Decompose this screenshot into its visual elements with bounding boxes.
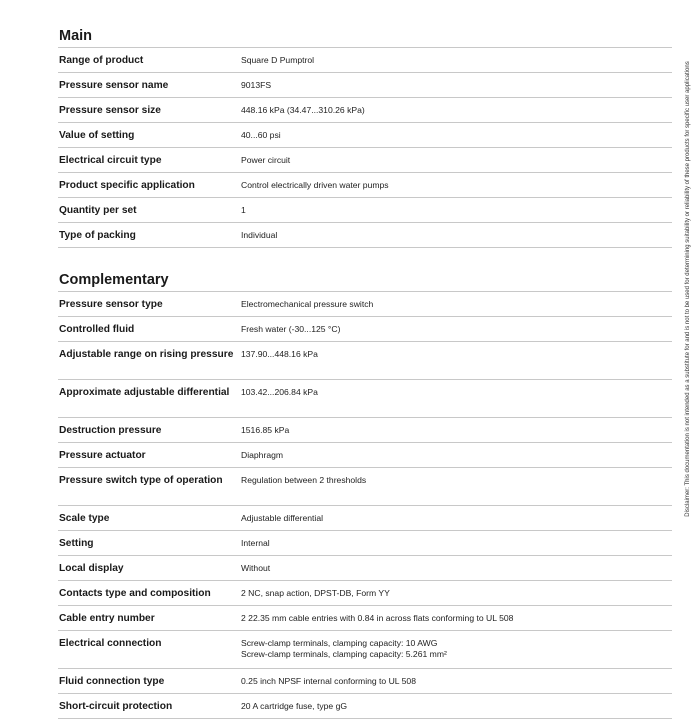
spec-value [241, 637, 672, 668]
table-row [58, 342, 672, 380]
table-row [58, 606, 672, 631]
spec-value: 1 [241, 205, 246, 215]
spec-value: 0.25 inch NPSF internal conforming to UL 508 [241, 676, 416, 686]
spec-value: 1516.85 kPa [241, 425, 290, 435]
spec-label: Electrical circuit type [59, 155, 162, 166]
table-row [58, 694, 672, 719]
spec-value: Individual [241, 230, 278, 240]
table-row [58, 506, 672, 531]
disclaimer-text: Disclaimer: This documentation is not intended as a substitute for and is not to be used for determining suitability or reliability of these products for specific user applications [685, 61, 691, 517]
spec-label: Fluid connection type [59, 676, 165, 687]
section-title-main: Main [59, 28, 93, 44]
spec-value: Regulation between 2 thresholds [241, 475, 367, 485]
spec-label: Pressure actuator [59, 450, 146, 461]
spec-label: Type of packing [59, 230, 136, 241]
spec-value: 103.42...206.84 kPa [241, 387, 318, 397]
spec-label: Destruction pressure [59, 425, 162, 436]
complementary-spec-table [58, 291, 672, 719]
spec-value: Without [241, 563, 271, 573]
table-row [58, 148, 672, 173]
spec-value: 20 A cartridge fuse, type gG [241, 701, 348, 711]
spec-value: 40...60 psi [241, 130, 281, 140]
spec-value: Control electrically driven water pumps [241, 180, 389, 190]
spec-label: Electrical connection [59, 638, 162, 649]
spec-value: Diaphragm [241, 450, 284, 460]
spec-value: Power circuit [241, 155, 291, 165]
spec-label: Pressure sensor name [59, 80, 169, 91]
spec-value: Internal [241, 538, 270, 548]
spec-value: Adjustable differential [241, 513, 324, 523]
spec-value: 2 22.35 mm cable entries with 0.84 in across flats conforming to UL 508 [241, 613, 514, 623]
table-row [58, 443, 672, 468]
table-row [58, 468, 672, 506]
spec-label: Range of product [59, 55, 144, 66]
spec-value: 2 NC, snap action, DPST-DB, Form YY [241, 588, 390, 598]
table-row [58, 669, 672, 694]
spec-label: Controlled fluid [59, 324, 135, 335]
table-row [58, 292, 672, 317]
spec-value: 137.90...448.16 kPa [241, 349, 318, 359]
spec-value: Fresh water (-30...125 °C) [241, 324, 341, 334]
spec-label: Pressure sensor size [59, 105, 161, 116]
spec-value-line: Screw-clamp terminals, clamping capacity: 10 AWG [241, 638, 438, 648]
spec-label: Value of setting [59, 130, 135, 141]
spec-label: Local display [59, 563, 124, 574]
spec-value-line: Screw-clamp terminals, clamping capacity: 5.261 mm² [241, 649, 447, 659]
spec-label: Adjustable range on rising pressure [59, 349, 234, 360]
spec-label: Short-circuit protection [59, 701, 173, 712]
spec-value: Square D Pumptrol [241, 55, 315, 65]
table-row [58, 631, 672, 669]
spec-label: Cable entry number [59, 613, 155, 624]
datasheet-page [58, 0, 672, 719]
spec-label: Quantity per set [59, 205, 137, 216]
spec-label: Setting [59, 538, 94, 549]
table-row [58, 223, 672, 248]
table-row [58, 531, 672, 556]
spec-label: Approximate adjustable differential [59, 387, 230, 398]
spec-value: 9013FS [241, 80, 272, 90]
table-row [58, 173, 672, 198]
spec-label: Pressure sensor type [59, 299, 163, 310]
table-row [58, 317, 672, 342]
disclaimer-sidebar [683, 24, 693, 554]
table-row [58, 73, 672, 98]
table-row [58, 98, 672, 123]
spec-label: Contacts type and composition [59, 588, 211, 599]
table-row [58, 581, 672, 606]
spec-label: Product specific application [59, 180, 195, 191]
table-row [58, 556, 672, 581]
table-row [58, 48, 672, 73]
table-row [58, 198, 672, 223]
table-row [58, 418, 672, 443]
table-row [58, 123, 672, 148]
table-row [58, 380, 672, 418]
spec-label: Scale type [59, 513, 110, 524]
main-spec-table [58, 47, 672, 248]
spec-value: Electromechanical pressure switch [241, 299, 374, 309]
spec-value: 448.16 kPa (34.47...310.26 kPa) [241, 105, 365, 115]
spec-label: Pressure switch type of operation [59, 475, 223, 486]
section-title-complementary: Complementary [59, 272, 169, 288]
